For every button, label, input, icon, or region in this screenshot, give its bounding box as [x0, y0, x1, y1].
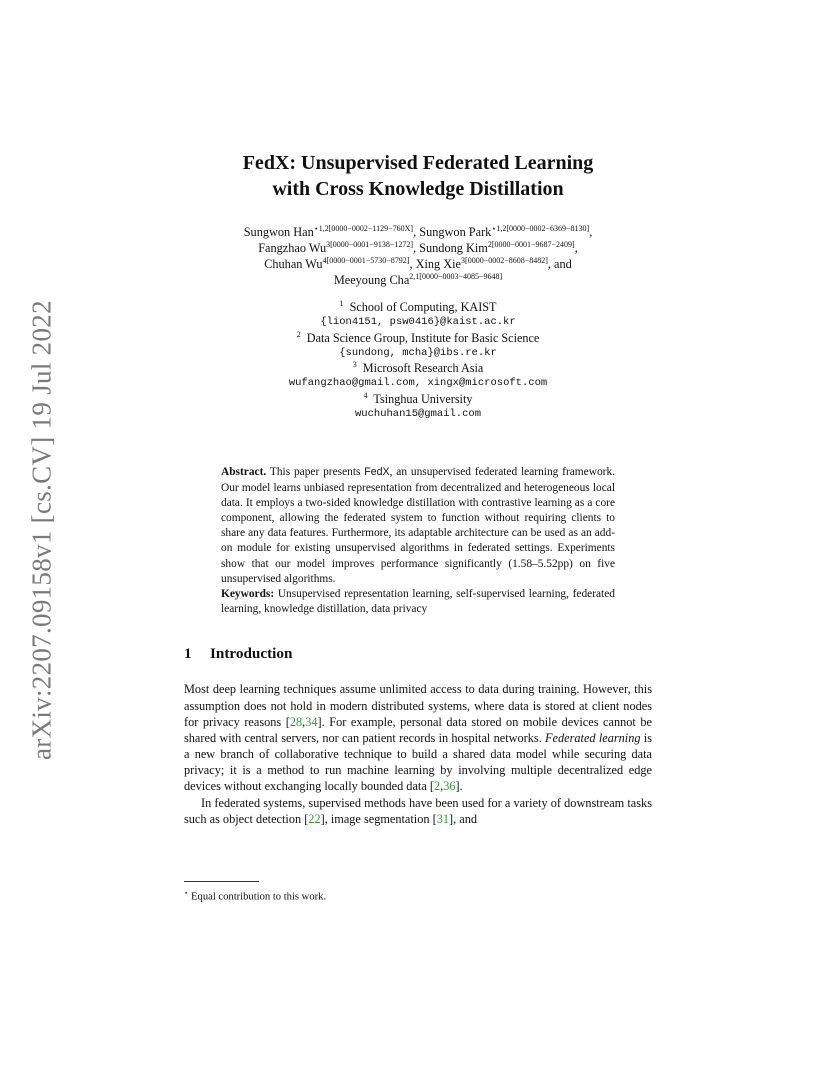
- emphasis: Federated learning: [545, 730, 641, 745]
- author-sep: ,: [413, 241, 417, 255]
- citation-link[interactable]: 2: [433, 779, 441, 794]
- keywords-label: Keywords:: [221, 588, 275, 600]
- author-name: Sungwon Park: [419, 225, 492, 239]
- paper-title: [184, 150, 652, 202]
- abstract-block: [221, 465, 615, 617]
- arxiv-stamp: arXiv:2207.09158v1 [cs.CV] 19 Jul 2022: [26, 300, 57, 760]
- section-number: 1: [184, 645, 192, 663]
- author-sep: ,: [409, 257, 413, 271]
- author-list: [184, 224, 652, 288]
- title-line-2: with Cross Knowledge Distillation: [272, 178, 564, 200]
- introduction-body: [184, 681, 652, 826]
- citation-link[interactable]: 36: [443, 779, 456, 794]
- author-sup: 3[0000−0001−9138−1272]: [326, 239, 413, 249]
- affiliation-email: wuchuhan15@gmail.com: [354, 408, 482, 421]
- abstract-text-start: This paper presents: [269, 466, 361, 479]
- text-run: is a new branch of collaborative technique to build a shared data model while securing data privacy; it is a method to run machine learning by involving multiple decentralized edge devices without exchanging locally bounded data [: [184, 730, 653, 794]
- footnote-text: Equal contribution to this work.: [191, 891, 327, 903]
- text-run: In federated systems, supervised methods have been used for a variety of downstream tasks such as object detection [: [184, 795, 652, 826]
- author-sup: ⋆1,2[0000−0002−1129−760X]: [313, 223, 414, 233]
- text-run: ,: [302, 714, 306, 729]
- affiliations: [184, 300, 652, 422]
- affiliation-name: Data Science Group, Institute for Basic Science: [306, 330, 540, 345]
- text-run: ,: [440, 779, 444, 794]
- affiliation: [184, 331, 652, 346]
- affiliation-email: {lion4151, psw0416}@kaist.ac.kr: [320, 316, 516, 329]
- author-sep: ,: [574, 241, 578, 255]
- text-run: ]. For example, personal data stored on mobile devices cannot be shared with central servers, nor can patient records in hospital networks.: [184, 714, 652, 745]
- text-run: Most deep learning techniques assume unlimited access to data during training. However, this assumption does not hold in modern distributed systems, where data is stored at client nodes for privacy reasons [: [184, 682, 652, 729]
- abstract-text: , an unsupervised federated learning framework. Our model learns unbiased representation from decentralized and heterogeneous local data. It employs a two-sided knowledge distillation with contrastive learning as a core component, allowing the federated system to function without requiring clients to share any data features. Furthermore, its adaptable architecture can be used as an add-on module for existing unsupervised algorithms in federated settings. Experiments show that our model improves performance significantly (1.58–5.52pp) on five unsupervised algorithms.: [221, 466, 615, 585]
- text-run: ], and: [449, 811, 477, 826]
- affiliation-name: Tsinghua University: [373, 391, 473, 406]
- author-sup: ⋆1,2[0000−0002−6369−8130]: [491, 223, 590, 233]
- author-name: Chuhan Wu: [264, 257, 323, 271]
- author-sup: 2,1[0000−0003−4085−9648]: [409, 271, 503, 281]
- text-run: ].: [455, 779, 463, 794]
- author-sep: , and: [547, 257, 572, 271]
- author-sup: 2[0000−0001−9687−2409]: [487, 239, 575, 249]
- footnote: [184, 886, 326, 905]
- paragraph: [184, 795, 652, 827]
- author-name: Meeyoung Cha: [333, 273, 410, 287]
- affiliation: [184, 300, 652, 315]
- abstract: [221, 465, 615, 587]
- footnote-mark: ⋆: [184, 889, 189, 897]
- paragraph: [184, 681, 652, 794]
- affiliation: [184, 361, 652, 376]
- abstract-label: Abstract.: [221, 466, 267, 479]
- author-name: Xing Xie: [415, 257, 462, 271]
- author-sup: 3[0000−0002−8608−8482]: [461, 255, 548, 265]
- affiliation-number: 4: [363, 390, 368, 400]
- footnote-rule: [184, 881, 259, 882]
- text-run: ], image segmentation [: [320, 811, 437, 826]
- affiliation-name: School of Computing, KAIST: [349, 300, 497, 314]
- affiliation-number: 3: [352, 360, 357, 370]
- section-title: Introduction: [210, 645, 293, 663]
- title-line-1: FedX: Unsupervised Federated Learning: [242, 152, 594, 174]
- section-heading: [184, 645, 652, 663]
- citation-link[interactable]: 34: [305, 714, 318, 729]
- affiliation-email: {sundong, mcha}@ibs.re.kr: [339, 346, 497, 359]
- citation-link[interactable]: 22: [308, 811, 321, 826]
- paper-page: [184, 150, 652, 827]
- author-sep: ,: [589, 225, 593, 239]
- affiliation-number: 2: [296, 329, 301, 339]
- author-name: Fangzhao Wu: [258, 241, 327, 255]
- citation-link[interactable]: 28: [289, 714, 303, 729]
- affiliation-number: 1: [339, 298, 344, 308]
- affiliation-email: wufangzhao@gmail.com, xingx@microsoft.com: [288, 377, 548, 390]
- keywords: [221, 587, 615, 617]
- fedx-name: FedX: [364, 466, 390, 479]
- author-name: Sundong Kim: [419, 241, 488, 255]
- citation-link[interactable]: 31: [436, 811, 449, 826]
- keywords-text: Unsupervised representation learning, self-supervised learning, federated learning, knowledge distillation, data privacy: [221, 588, 615, 616]
- author-name: Sungwon Han: [243, 225, 314, 239]
- author-sup: 4[0000−0001−5730−8792]: [322, 255, 410, 265]
- author-sep: ,: [413, 225, 417, 239]
- affiliation: [184, 392, 652, 407]
- affiliation-name: Microsoft Research Asia: [362, 361, 484, 376]
